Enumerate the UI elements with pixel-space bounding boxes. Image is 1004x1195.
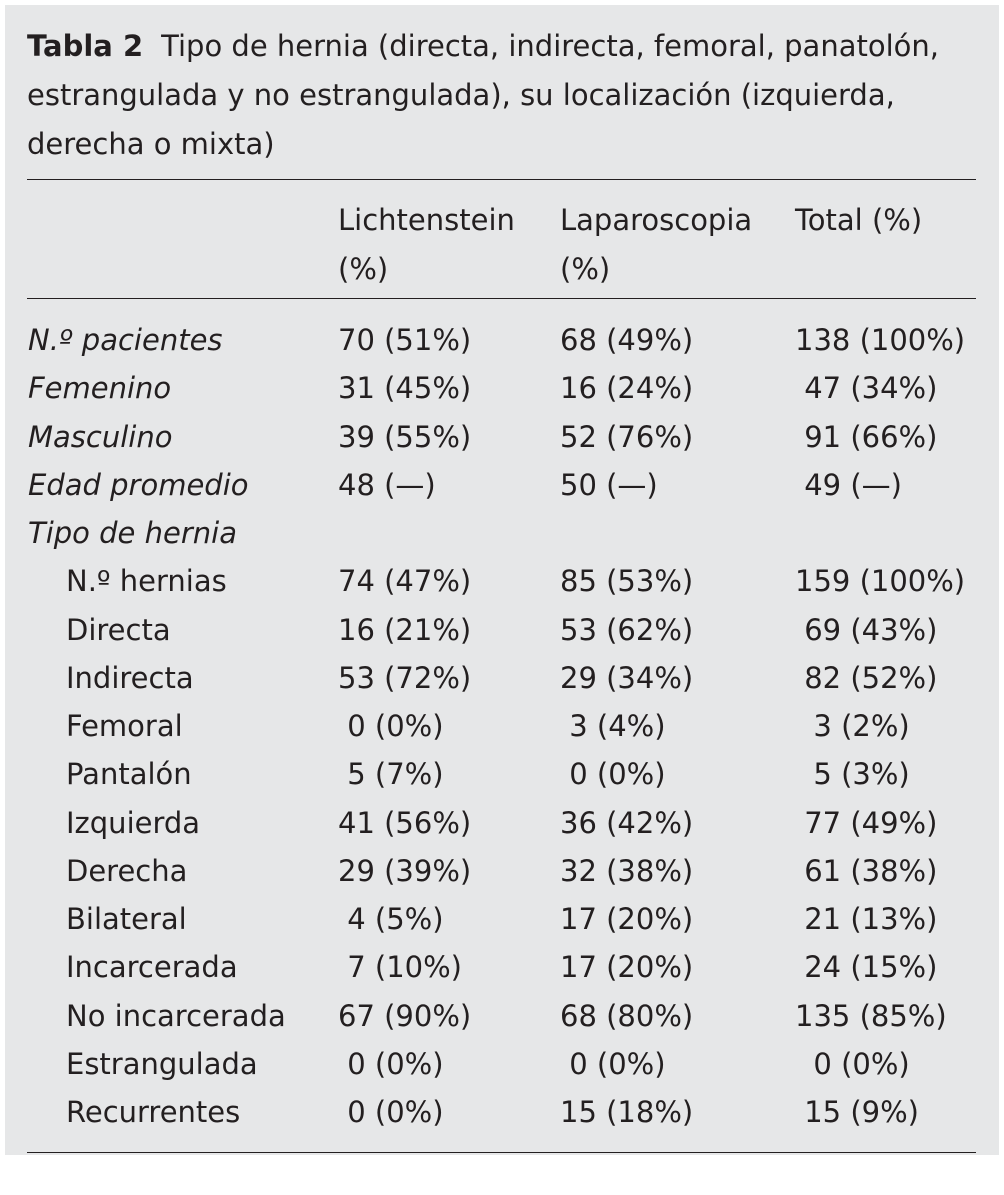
cell-lichtenstein: 29 (39%) xyxy=(338,853,472,888)
row-label: Femenino xyxy=(28,371,172,406)
table-row xyxy=(0,606,1004,654)
row-label: Edad promedio xyxy=(28,467,249,502)
table-row xyxy=(0,750,1004,798)
cell-lichtenstein: 48 (—) xyxy=(338,467,436,502)
table-caption xyxy=(27,22,987,169)
cell-laparoscopia: 17 (20%) xyxy=(560,950,694,985)
top-rule xyxy=(27,179,976,180)
table-title: Tipo de hernia (directa, indirecta, femoral, panatolón, estrangulada y no estrangulada), su localización (izquierda, derecha o mixta) xyxy=(27,29,939,161)
cell-total: 82 (52%) xyxy=(795,660,938,695)
cell-total: 24 (15%) xyxy=(795,950,938,985)
cell-laparoscopia: 53 (62%) xyxy=(560,612,694,647)
table-row xyxy=(0,1088,1004,1136)
table-row xyxy=(0,895,1004,943)
cell-laparoscopia: 29 (34%) xyxy=(560,660,694,695)
cell-laparoscopia: 32 (38%) xyxy=(560,853,694,888)
row-label: Recurrentes xyxy=(66,1095,241,1129)
row-label: No incarcerada xyxy=(66,998,286,1033)
cell-laparoscopia: 68 (80%) xyxy=(560,998,694,1033)
cell-lichtenstein: 31 (45%) xyxy=(338,371,472,406)
table-row xyxy=(0,799,1004,847)
cell-lichtenstein: 0 (0%) xyxy=(338,709,444,743)
cell-laparoscopia: 50 (—) xyxy=(560,467,658,502)
cell-total: 135 (85%) xyxy=(795,998,947,1033)
cell-lichtenstein: 0 (0%) xyxy=(338,1095,444,1129)
cell-total: 91 (66%) xyxy=(795,419,938,454)
cell-lichtenstein: 0 (0%) xyxy=(338,1046,444,1081)
cell-lichtenstein: 70 (51%) xyxy=(338,323,472,357)
header-rule xyxy=(27,298,976,299)
row-label: Derecha xyxy=(66,853,188,888)
row-label: N.º pacientes xyxy=(28,323,223,357)
cell-laparoscopia: 0 (0%) xyxy=(560,757,666,792)
row-label: Incarcerada xyxy=(66,950,238,985)
table-row xyxy=(0,557,1004,605)
table-row xyxy=(0,847,1004,895)
table-row xyxy=(0,461,1004,509)
row-label: Tipo de hernia xyxy=(28,516,237,550)
cell-total: 21 (13%) xyxy=(795,902,938,936)
header-lichtenstein: Lichtenstein (%) xyxy=(338,203,515,286)
cell-laparoscopia: 68 (49%) xyxy=(560,323,694,357)
cell-total: 138 (100%) xyxy=(795,323,966,357)
table-label: Tabla 2 xyxy=(27,29,144,63)
cell-lichtenstein: 39 (55%) xyxy=(338,419,472,454)
cell-lichtenstein: 53 (72%) xyxy=(338,660,472,695)
cell-lichtenstein: 67 (90%) xyxy=(338,998,472,1033)
cell-laparoscopia: 3 (4%) xyxy=(560,709,666,743)
table-row xyxy=(0,702,1004,750)
cell-total: 0 (0%) xyxy=(795,1046,910,1081)
cell-laparoscopia: 85 (53%) xyxy=(560,564,694,599)
cell-lichtenstein: 5 (7%) xyxy=(338,757,444,792)
cell-total: 77 (49%) xyxy=(795,805,938,840)
row-label: Izquierda xyxy=(66,805,201,840)
bottom-rule xyxy=(27,1152,976,1153)
row-label: Estrangulada xyxy=(66,1046,258,1081)
cell-laparoscopia: 52 (76%) xyxy=(560,419,694,454)
header-total: Total (%) xyxy=(795,203,923,237)
row-label: Bilateral xyxy=(66,902,187,936)
cell-lichtenstein: 41 (56%) xyxy=(338,805,472,840)
row-label: Indirecta xyxy=(66,660,194,695)
table-row xyxy=(0,1040,1004,1088)
cell-lichtenstein: 16 (21%) xyxy=(338,612,472,647)
cell-total: 15 (9%) xyxy=(795,1095,919,1129)
cell-total: 159 (100%) xyxy=(795,564,966,599)
table-row xyxy=(0,654,1004,702)
cell-total: 5 (3%) xyxy=(795,757,910,792)
row-label: Directa xyxy=(66,612,171,647)
cell-total: 3 (2%) xyxy=(795,709,910,743)
header-laparoscopia: Laparoscopia (%) xyxy=(560,203,753,286)
cell-laparoscopia: 17 (20%) xyxy=(560,902,694,936)
cell-lichtenstein: 74 (47%) xyxy=(338,564,472,599)
cell-total: 49 (—) xyxy=(795,467,902,502)
table-row xyxy=(0,413,1004,461)
cell-laparoscopia: 15 (18%) xyxy=(560,1095,694,1129)
row-label: N.º hernias xyxy=(66,564,227,599)
cell-laparoscopia: 16 (24%) xyxy=(560,371,694,406)
cell-total: 61 (38%) xyxy=(795,853,938,888)
cell-laparoscopia: 0 (0%) xyxy=(560,1046,666,1081)
table-row xyxy=(0,992,1004,1040)
table-row xyxy=(0,316,1004,364)
cell-total: 47 (34%) xyxy=(795,371,938,406)
row-label: Femoral xyxy=(66,709,183,743)
cell-laparoscopia: 36 (42%) xyxy=(560,805,694,840)
cell-lichtenstein: 7 (10%) xyxy=(338,950,462,985)
table-row xyxy=(0,364,1004,412)
cell-lichtenstein: 4 (5%) xyxy=(338,902,444,936)
cell-total: 69 (43%) xyxy=(795,612,938,647)
row-label: Pantalón xyxy=(66,757,192,792)
table-row xyxy=(0,943,1004,991)
row-label: Masculino xyxy=(28,419,173,454)
table-row xyxy=(0,509,1004,557)
